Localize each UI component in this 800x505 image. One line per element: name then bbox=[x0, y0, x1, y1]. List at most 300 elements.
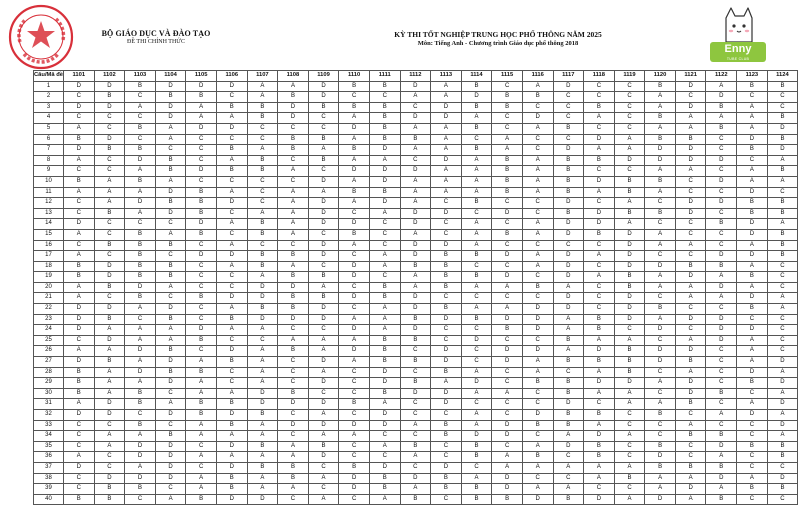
answer-cell: C bbox=[278, 367, 309, 378]
answer-cell: B bbox=[339, 102, 370, 113]
answer-cell: C bbox=[522, 240, 553, 251]
answer-cell: B bbox=[522, 282, 553, 293]
answer-cell: B bbox=[94, 240, 125, 251]
answer-cell: D bbox=[216, 123, 247, 134]
answer-cell: D bbox=[247, 388, 278, 399]
answer-cell: A bbox=[186, 473, 217, 484]
answer-cell: B bbox=[645, 441, 676, 452]
answer-cell: C bbox=[553, 473, 584, 484]
answer-cell: D bbox=[553, 261, 584, 272]
answer-cell: A bbox=[584, 473, 615, 484]
answer-cell: C bbox=[155, 219, 186, 230]
answer-cell: B bbox=[278, 251, 309, 262]
answer-cell: C bbox=[94, 155, 125, 166]
answer-cell: B bbox=[492, 176, 523, 187]
answer-cell: D bbox=[216, 346, 247, 357]
answer-cell: A bbox=[645, 314, 676, 325]
answer-cell: A bbox=[247, 208, 278, 219]
question-number: 10 bbox=[34, 176, 64, 187]
answer-cell: A bbox=[94, 367, 125, 378]
answer-cell: D bbox=[767, 145, 798, 156]
answer-cell: C bbox=[94, 219, 125, 230]
code-header: 1121 bbox=[675, 71, 706, 82]
answer-cell: D bbox=[125, 441, 156, 452]
answer-cell: C bbox=[308, 484, 339, 495]
answer-cell: C bbox=[675, 187, 706, 198]
answer-cell: A bbox=[64, 452, 95, 463]
table-row bbox=[34, 102, 798, 113]
code-header: 1102 bbox=[94, 71, 125, 82]
answer-cell: D bbox=[308, 240, 339, 251]
answer-cell: C bbox=[247, 134, 278, 145]
answer-cell: C bbox=[247, 123, 278, 134]
answer-cell: C bbox=[553, 452, 584, 463]
answer-cell: C bbox=[492, 81, 523, 92]
answer-cell: A bbox=[522, 166, 553, 177]
answer-cell: C bbox=[584, 261, 615, 272]
answer-cell: B bbox=[247, 102, 278, 113]
answer-cell: C bbox=[706, 229, 737, 240]
answer-cell: D bbox=[94, 473, 125, 484]
answer-cell: A bbox=[767, 155, 798, 166]
answer-cell: C bbox=[155, 293, 186, 304]
answer-cell: D bbox=[400, 166, 431, 177]
answer-cell: C bbox=[216, 134, 247, 145]
answer-cell: B bbox=[737, 272, 768, 283]
answer-cell: A bbox=[522, 462, 553, 473]
answer-cell: B bbox=[492, 155, 523, 166]
answer-cell: B bbox=[553, 335, 584, 346]
question-number: 37 bbox=[34, 462, 64, 473]
answer-cell: C bbox=[614, 166, 645, 177]
answer-cell: D bbox=[216, 198, 247, 209]
answer-cell: B bbox=[186, 335, 217, 346]
answer-cell: B bbox=[125, 81, 156, 92]
code-header: 1110 bbox=[339, 71, 370, 82]
answer-cell: A bbox=[186, 388, 217, 399]
answer-cell: A bbox=[522, 219, 553, 230]
table-row bbox=[34, 176, 798, 187]
brand-name: Enny bbox=[710, 42, 766, 62]
answer-cell: D bbox=[308, 420, 339, 431]
exam-type: ĐỀ THI CHÍNH THỨC bbox=[127, 39, 185, 46]
answer-cell: D bbox=[584, 176, 615, 187]
answer-cell: C bbox=[155, 145, 186, 156]
answer-cell: C bbox=[278, 155, 309, 166]
answer-cell: D bbox=[614, 155, 645, 166]
question-number: 7 bbox=[34, 145, 64, 156]
answer-cell: C bbox=[186, 282, 217, 293]
answer-cell: D bbox=[155, 304, 186, 315]
answer-cell: B bbox=[278, 304, 309, 315]
answer-cell: B bbox=[400, 441, 431, 452]
answer-cell: D bbox=[522, 314, 553, 325]
answer-cell: D bbox=[94, 261, 125, 272]
answer-cell: A bbox=[247, 145, 278, 156]
answer-cell: C bbox=[461, 357, 492, 368]
answer-cell: D bbox=[278, 399, 309, 410]
answer-cell: A bbox=[706, 293, 737, 304]
answer-cell: B bbox=[461, 494, 492, 505]
code-header: 1115 bbox=[492, 71, 523, 82]
answer-cell: A bbox=[155, 282, 186, 293]
answer-cell: C bbox=[675, 304, 706, 315]
answer-cell: B bbox=[400, 261, 431, 272]
code-header: 1105 bbox=[186, 71, 217, 82]
answer-cell: A bbox=[308, 335, 339, 346]
answer-cell: C bbox=[706, 304, 737, 315]
answer-cell: D bbox=[155, 473, 186, 484]
answer-cell: A bbox=[522, 484, 553, 495]
code-header: 1122 bbox=[706, 71, 737, 82]
answer-cell: C bbox=[522, 145, 553, 156]
table-row bbox=[34, 113, 798, 124]
answer-cell: C bbox=[706, 367, 737, 378]
answer-cell: B bbox=[155, 198, 186, 209]
question-number: 13 bbox=[34, 208, 64, 219]
answer-cell: B bbox=[155, 367, 186, 378]
answer-cell: B bbox=[155, 166, 186, 177]
answer-cell: C bbox=[125, 314, 156, 325]
answer-cell: A bbox=[247, 452, 278, 463]
answer-cell: C bbox=[645, 219, 676, 230]
question-number: 28 bbox=[34, 367, 64, 378]
answer-cell: C bbox=[584, 282, 615, 293]
answer-cell: A bbox=[369, 261, 400, 272]
answer-cell: B bbox=[400, 314, 431, 325]
answer-cell: A bbox=[400, 92, 431, 103]
answer-cell: D bbox=[308, 198, 339, 209]
answer-cell: B bbox=[431, 367, 462, 378]
answer-cell: C bbox=[492, 399, 523, 410]
answer-cell: A bbox=[584, 251, 615, 262]
answer-cell: C bbox=[737, 452, 768, 463]
answer-cell: D bbox=[431, 399, 462, 410]
answer-cell: A bbox=[614, 134, 645, 145]
answer-cell: B bbox=[614, 282, 645, 293]
answer-cell: C bbox=[614, 81, 645, 92]
answer-cell: C bbox=[767, 102, 798, 113]
answer-cell: B bbox=[64, 378, 95, 389]
answer-cell: D bbox=[308, 208, 339, 219]
answer-cell: A bbox=[155, 134, 186, 145]
answer-cell: B bbox=[308, 102, 339, 113]
answer-cell: B bbox=[553, 388, 584, 399]
table-row bbox=[34, 134, 798, 145]
answer-cell: A bbox=[216, 113, 247, 124]
answer-cell: B bbox=[706, 261, 737, 272]
answer-cell: B bbox=[553, 378, 584, 389]
table-row bbox=[34, 367, 798, 378]
answer-cell: D bbox=[125, 473, 156, 484]
answer-cell: A bbox=[522, 261, 553, 272]
answer-cell: A bbox=[737, 357, 768, 368]
answer-cell: A bbox=[339, 176, 370, 187]
answer-cell: C bbox=[614, 102, 645, 113]
answer-cell: C bbox=[584, 484, 615, 495]
answer-cell: C bbox=[186, 261, 217, 272]
answer-cell: B bbox=[737, 198, 768, 209]
answer-cell: C bbox=[278, 378, 309, 389]
answer-cell: D bbox=[614, 304, 645, 315]
answer-cell: B bbox=[461, 484, 492, 495]
answer-cell: C bbox=[247, 240, 278, 251]
answer-cell: D bbox=[553, 293, 584, 304]
answer-cell: C bbox=[64, 240, 95, 251]
answer-cell: C bbox=[216, 92, 247, 103]
answer-cell: A bbox=[125, 335, 156, 346]
answer-cell: B bbox=[492, 229, 523, 240]
table-row bbox=[34, 410, 798, 421]
answer-cell: B bbox=[339, 462, 370, 473]
answer-cell: A bbox=[64, 282, 95, 293]
answer-cell: B bbox=[461, 441, 492, 452]
answer-cell: D bbox=[247, 314, 278, 325]
answer-cell: D bbox=[64, 219, 95, 230]
answer-cell: A bbox=[155, 176, 186, 187]
answer-cell: D bbox=[431, 346, 462, 357]
answer-cell: B bbox=[461, 198, 492, 209]
table-row bbox=[34, 123, 798, 134]
answer-cell: D bbox=[584, 134, 615, 145]
answer-cell: C bbox=[339, 388, 370, 399]
answer-cell: A bbox=[247, 81, 278, 92]
answer-cell: A bbox=[614, 399, 645, 410]
answer-cell: A bbox=[431, 81, 462, 92]
answer-cell: D bbox=[706, 335, 737, 346]
answer-cell: B bbox=[369, 134, 400, 145]
answer-cell: A bbox=[125, 304, 156, 315]
answer-cell: C bbox=[431, 441, 462, 452]
answer-cell: B bbox=[247, 219, 278, 230]
answer-cell: D bbox=[706, 155, 737, 166]
answer-cell: A bbox=[64, 293, 95, 304]
table-row bbox=[34, 240, 798, 251]
answer-cell: B bbox=[461, 102, 492, 113]
table-row bbox=[34, 198, 798, 209]
answer-cell: C bbox=[645, 420, 676, 431]
answer-cell: C bbox=[308, 229, 339, 240]
answer-cell: C bbox=[767, 346, 798, 357]
answer-cell: A bbox=[522, 176, 553, 187]
answer-cell: B bbox=[216, 166, 247, 177]
answer-cell: A bbox=[94, 346, 125, 357]
answer-cell: D bbox=[278, 102, 309, 113]
answer-cell: B bbox=[584, 155, 615, 166]
answer-cell: D bbox=[767, 123, 798, 134]
answer-cell: A bbox=[492, 388, 523, 399]
question-number: 27 bbox=[34, 357, 64, 368]
answer-cell: D bbox=[461, 431, 492, 442]
table-row bbox=[34, 166, 798, 177]
table-row bbox=[34, 399, 798, 410]
answer-cell: C bbox=[308, 462, 339, 473]
answer-cell: C bbox=[64, 431, 95, 442]
answer-cell: A bbox=[767, 304, 798, 315]
answer-cell: D bbox=[400, 113, 431, 124]
cat-mascot-icon bbox=[704, 4, 772, 44]
answer-cell: D bbox=[645, 155, 676, 166]
answer-cell: D bbox=[553, 145, 584, 156]
answer-cell: A bbox=[675, 113, 706, 124]
answer-cell: D bbox=[553, 251, 584, 262]
answer-cell: D bbox=[614, 251, 645, 262]
corner-header: Câu/Mã đề bbox=[34, 71, 64, 82]
answer-cell: B bbox=[247, 462, 278, 473]
answer-cell: A bbox=[400, 123, 431, 134]
answer-cell: A bbox=[155, 123, 186, 134]
answer-cell: D bbox=[369, 367, 400, 378]
answer-cell: D bbox=[64, 325, 95, 336]
answer-cell: A bbox=[461, 187, 492, 198]
answer-cell: B bbox=[369, 293, 400, 304]
answer-cell: D bbox=[431, 113, 462, 124]
answer-cell: A bbox=[645, 166, 676, 177]
answer-cell: B bbox=[278, 462, 309, 473]
answer-cell: A bbox=[522, 251, 553, 262]
answer-cell: C bbox=[706, 357, 737, 368]
answer-cell: B bbox=[369, 346, 400, 357]
answer-cell: C bbox=[492, 219, 523, 230]
answer-cell: A bbox=[522, 357, 553, 368]
answer-cell: D bbox=[706, 325, 737, 336]
answer-cell: A bbox=[645, 272, 676, 283]
answer-cell: D bbox=[522, 325, 553, 336]
answer-cell: C bbox=[553, 134, 584, 145]
answer-cell: A bbox=[737, 102, 768, 113]
answer-cell: A bbox=[308, 187, 339, 198]
answer-cell: B bbox=[461, 81, 492, 92]
answer-cell: D bbox=[675, 314, 706, 325]
answer-cell: B bbox=[737, 208, 768, 219]
answer-cell: D bbox=[400, 325, 431, 336]
answer-cell: B bbox=[461, 314, 492, 325]
answer-cell: D bbox=[400, 208, 431, 219]
answer-cell: A bbox=[400, 145, 431, 156]
answer-cell: A bbox=[155, 335, 186, 346]
answer-cell: C bbox=[767, 272, 798, 283]
answer-cell: D bbox=[767, 399, 798, 410]
answer-cell: B bbox=[216, 357, 247, 368]
answer-cell: A bbox=[186, 452, 217, 463]
answer-cell: A bbox=[216, 240, 247, 251]
answer-cell: D bbox=[706, 441, 737, 452]
answer-cell: B bbox=[247, 441, 278, 452]
answer-cell: C bbox=[584, 81, 615, 92]
table-row bbox=[34, 92, 798, 103]
answer-cell: A bbox=[706, 410, 737, 421]
code-header: 1111 bbox=[369, 71, 400, 82]
answer-cell: D bbox=[675, 81, 706, 92]
table-row bbox=[34, 155, 798, 166]
question-number: 8 bbox=[34, 155, 64, 166]
answer-cell: C bbox=[492, 378, 523, 389]
answer-cell: A bbox=[767, 367, 798, 378]
answer-cell: D bbox=[737, 229, 768, 240]
code-header: 1109 bbox=[308, 71, 339, 82]
answer-cell: B bbox=[308, 272, 339, 283]
answer-cell: C bbox=[278, 357, 309, 368]
answer-cell: B bbox=[369, 102, 400, 113]
answer-cell: B bbox=[737, 378, 768, 389]
answer-cell: C bbox=[278, 410, 309, 421]
answer-cell: B bbox=[645, 113, 676, 124]
answer-cell: A bbox=[584, 388, 615, 399]
answer-cell: A bbox=[461, 176, 492, 187]
answer-cell: A bbox=[247, 346, 278, 357]
answer-cell: A bbox=[155, 494, 186, 505]
answer-cell: C bbox=[369, 240, 400, 251]
answer-cell: D bbox=[614, 314, 645, 325]
answer-cell: C bbox=[278, 325, 309, 336]
answer-cell: D bbox=[553, 81, 584, 92]
answer-cell: C bbox=[584, 198, 615, 209]
answer-cell: C bbox=[339, 410, 370, 421]
answer-cell: D bbox=[125, 198, 156, 209]
answer-cell: D bbox=[247, 293, 278, 304]
answer-cell: D bbox=[94, 102, 125, 113]
answer-cell: D bbox=[675, 272, 706, 283]
answer-cell: A bbox=[278, 81, 309, 92]
answer-cell: C bbox=[767, 282, 798, 293]
answer-cell: D bbox=[614, 261, 645, 272]
answer-cell: C bbox=[614, 92, 645, 103]
answer-cell: A bbox=[461, 240, 492, 251]
answer-cell: B bbox=[584, 357, 615, 368]
answer-cell: B bbox=[400, 357, 431, 368]
answer-cell: D bbox=[155, 452, 186, 463]
answer-cell: D bbox=[186, 81, 217, 92]
answer-cell: D bbox=[339, 325, 370, 336]
answer-cell: D bbox=[94, 134, 125, 145]
answer-cell: C bbox=[308, 388, 339, 399]
answer-cell: A bbox=[675, 240, 706, 251]
answer-cell: C bbox=[186, 462, 217, 473]
answer-cell: A bbox=[737, 335, 768, 346]
answer-key-table-wrapper bbox=[33, 70, 798, 505]
answer-cell: A bbox=[64, 399, 95, 410]
answer-cell: B bbox=[767, 113, 798, 124]
answer-cell: D bbox=[400, 473, 431, 484]
answer-cell: B bbox=[645, 410, 676, 421]
question-number: 40 bbox=[34, 494, 64, 505]
answer-cell: D bbox=[216, 441, 247, 452]
answer-cell: A bbox=[584, 420, 615, 431]
question-number: 14 bbox=[34, 219, 64, 230]
answer-cell: D bbox=[737, 367, 768, 378]
answer-cell: B bbox=[584, 441, 615, 452]
answer-cell: A bbox=[400, 187, 431, 198]
answer-cell: A bbox=[278, 187, 309, 198]
answer-cell: B bbox=[431, 261, 462, 272]
answer-cell: D bbox=[155, 102, 186, 113]
answer-cell: C bbox=[186, 272, 217, 283]
answer-cell: D bbox=[767, 357, 798, 368]
answer-cell: C bbox=[522, 399, 553, 410]
answer-cell: B bbox=[706, 102, 737, 113]
code-header: 1103 bbox=[125, 71, 156, 82]
question-number: 26 bbox=[34, 346, 64, 357]
answer-cell: B bbox=[125, 261, 156, 272]
answer-cell: C bbox=[675, 92, 706, 103]
answer-cell: D bbox=[431, 102, 462, 113]
answer-cell: C bbox=[64, 473, 95, 484]
answer-cell: C bbox=[553, 113, 584, 124]
answer-cell: C bbox=[369, 431, 400, 442]
answer-cell: C bbox=[614, 452, 645, 463]
answer-cell: A bbox=[94, 378, 125, 389]
question-number: 4 bbox=[34, 113, 64, 124]
